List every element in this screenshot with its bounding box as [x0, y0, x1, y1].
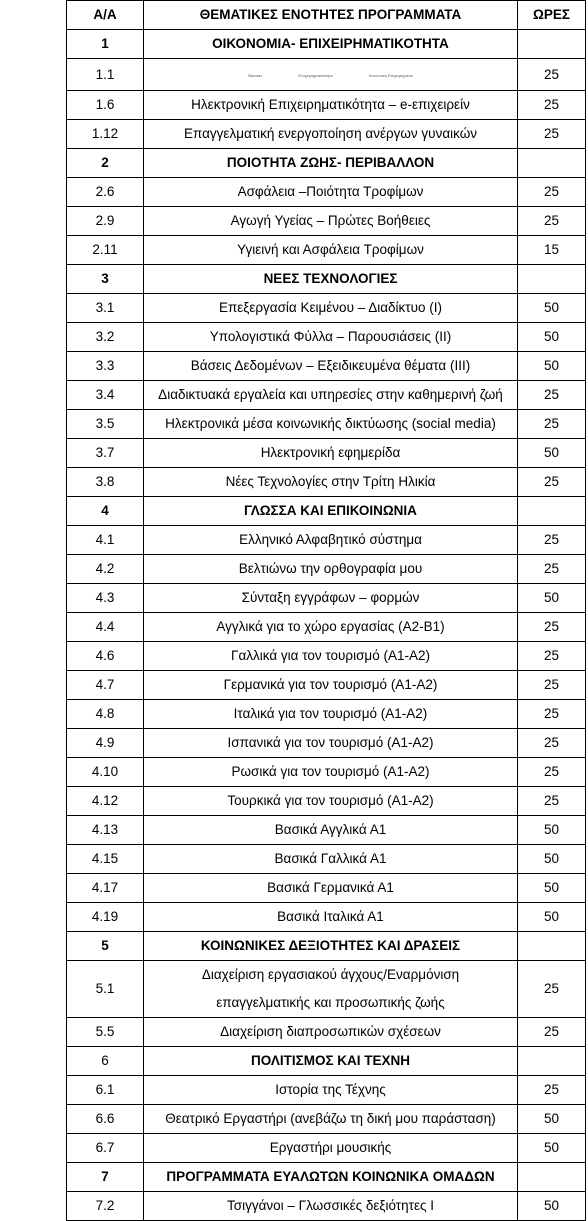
table-row	[67, 178, 586, 207]
program-hours: 50	[518, 1134, 586, 1163]
program-title: Επαγγελματική ενεργοποίηση ανέργων γυναικών	[144, 120, 518, 149]
program-title: Θεατρικό Εργαστήρι (ανεβάζω τη δική μου παράσταση)	[144, 1105, 518, 1134]
program-hours	[518, 265, 586, 294]
category-title: ΠΟΙΟΤΗΤΑ ΖΩΗΣ- ΠΕΡΙΒΑΛΛΟΝ	[144, 149, 518, 178]
program-hours	[518, 30, 586, 59]
table-row	[67, 381, 586, 410]
program-title-line-1: Διαχείριση εργασιακού άγχους/Εναρμόνιση	[201, 967, 460, 982]
program-title: Ρωσικά για τον τουρισμό (Α1-Α2)	[144, 758, 518, 787]
program-title: Ηλεκτρονικά μέσα κοινωνικής δικτύωσης (social media)	[144, 410, 518, 439]
table-row	[67, 845, 586, 874]
row-number: 2.9	[67, 207, 144, 236]
row-number: 7	[67, 1163, 144, 1192]
program-title: Ιταλικά για τον τουρισμό (Α1-Α2)	[144, 700, 518, 729]
table-row	[67, 961, 586, 1018]
program-title: Αγωγή Υγείας – Πρώτες Βοήθειες	[144, 207, 518, 236]
program-title: Βασικά Γερμανικά Α1	[144, 874, 518, 903]
category-row	[67, 30, 586, 59]
program-hours: 50	[518, 584, 586, 613]
row-number: 4.19	[67, 903, 144, 932]
category-row	[67, 265, 586, 294]
program-hours: 25	[518, 59, 586, 91]
program-title: Αγγλικά για το χώρο εργασίας (Α2-Β1)	[144, 613, 518, 642]
program-hours: 25	[518, 178, 586, 207]
row-number: 3.5	[67, 410, 144, 439]
program-title	[144, 59, 518, 91]
row-number: 4.3	[67, 584, 144, 613]
program-hours	[518, 149, 586, 178]
row-number: 3	[67, 265, 144, 294]
program-hours: 25	[518, 91, 586, 120]
program-title: Ισπανικά για τον τουρισμό (Α1-Α2)	[144, 729, 518, 758]
program-hours	[518, 1163, 586, 1192]
row-number: 3.2	[67, 323, 144, 352]
program-title: Βάσεις Δεδομένων – Εξειδικευμένα θέματα (ΙΙΙ)	[144, 352, 518, 381]
row-number: 1.6	[67, 91, 144, 120]
program-title: Ηλεκτρονική Επιχειρηματικότητα – e-επιχειρείν	[144, 91, 518, 120]
table-row	[67, 294, 586, 323]
program-hours: 25	[518, 120, 586, 149]
program-hours: 50	[518, 294, 586, 323]
program-hours: 25	[518, 1018, 586, 1047]
table-row	[67, 816, 586, 845]
program-hours: 25	[518, 961, 586, 1018]
category-title: ΠΟΛΙΤΙΣΜΟΣ ΚΑΙ ΤΕΧΝΗ	[144, 1047, 518, 1076]
table-row	[67, 758, 586, 787]
table-row	[67, 642, 586, 671]
program-title: Νέες Τεχνολογίες στην Τρίτη Ηλικία	[144, 468, 518, 497]
program-hours	[518, 932, 586, 961]
program-title	[144, 961, 518, 1018]
table-row	[67, 236, 586, 265]
table-row	[67, 787, 586, 816]
program-hours: 25	[518, 613, 586, 642]
tiny-text: Κοινωνική Επιχειρηματικ	[368, 73, 413, 78]
program-hours	[518, 1047, 586, 1076]
category-row	[67, 497, 586, 526]
table-row	[67, 91, 586, 120]
program-title: Σύνταξη εγγράφων – φορμών	[144, 584, 518, 613]
program-title: Ηλεκτρονική εφημερίδα	[144, 439, 518, 468]
row-number: 3.4	[67, 381, 144, 410]
row-number: 4.17	[67, 874, 144, 903]
table-row	[67, 59, 586, 91]
program-title: Ελληνικό Αλφαβητικό σύστημα	[144, 526, 518, 555]
program-title: Γερμανικά για τον τουρισμό (Α1-Α2)	[144, 671, 518, 700]
table-row	[67, 1018, 586, 1047]
table-header-row	[67, 1, 586, 30]
table-row	[67, 526, 586, 555]
row-number: 4.10	[67, 758, 144, 787]
row-number: 4.9	[67, 729, 144, 758]
program-hours: 50	[518, 323, 586, 352]
row-number: 4.1	[67, 526, 144, 555]
row-number: 2.6	[67, 178, 144, 207]
program-title: Βασικά Ιταλικά Α1	[144, 903, 518, 932]
program-title: Επεξεργασία Κειμένου – Διαδίκτυο (Ι)	[144, 294, 518, 323]
row-number: 6.1	[67, 1076, 144, 1105]
row-number: 3.7	[67, 439, 144, 468]
row-number: 4.2	[67, 555, 144, 584]
program-hours: 25	[518, 381, 586, 410]
program-title: Υγιεινή και Ασφάλεια Τροφίμων	[144, 236, 518, 265]
category-row	[67, 1047, 586, 1076]
category-title: ΚΟΙΝΩΝΙΚΕΣ ΔΕΞΙΟΤΗΤΕΣ ΚΑΙ ΔΡΑΣΕΙΣ	[144, 932, 518, 961]
row-number: 2.11	[67, 236, 144, 265]
program-title: Γαλλικά για τον τουρισμό (Α1-Α2)	[144, 642, 518, 671]
row-number: 1.12	[67, 120, 144, 149]
program-title: Βελτιώνω την ορθογραφία μου	[144, 555, 518, 584]
program-hours: 25	[518, 410, 586, 439]
program-hours	[518, 497, 586, 526]
table-row	[67, 207, 586, 236]
program-hours: 25	[518, 642, 586, 671]
table-row	[67, 468, 586, 497]
row-number: 1	[67, 30, 144, 59]
program-title: Βασικά Αγγλικά Α1	[144, 816, 518, 845]
table-row	[67, 1192, 586, 1221]
program-hours: 25	[518, 758, 586, 787]
row-number: 5.5	[67, 1018, 144, 1047]
program-hours: 50	[518, 816, 586, 845]
program-hours: 25	[518, 468, 586, 497]
tiny-text: Επιχειρηματικότητα	[298, 73, 333, 78]
row-number: 5	[67, 932, 144, 961]
row-number: 4.15	[67, 845, 144, 874]
table-row	[67, 613, 586, 642]
category-title: ΠΡΟΓΡΑΜΜΑΤΑ ΕΥΑΛΩΤΩΝ ΚΟΙΝΩΝΙΚΑ ΟΜΑΔΩΝ	[144, 1163, 518, 1192]
program-title: Εργαστήρι μουσικής	[144, 1134, 518, 1163]
table-row	[67, 671, 586, 700]
program-title: Υπολογιστικά Φύλλα – Παρουσιάσεις (ΙΙ)	[144, 323, 518, 352]
table-row	[67, 700, 586, 729]
table-row	[67, 729, 586, 758]
program-hours: 25	[518, 207, 586, 236]
table-row	[67, 903, 586, 932]
category-title: ΝΕΕΣ ΤΕΧΝΟΛΟΓΙΕΣ	[144, 265, 518, 294]
tiny-text: Βασικές	[248, 73, 263, 78]
row-number: 5.1	[67, 961, 144, 1018]
program-hours: 15	[518, 236, 586, 265]
table-row	[67, 555, 586, 584]
table-row	[67, 1134, 586, 1163]
row-number: 1.1	[67, 59, 144, 91]
row-number: 6.6	[67, 1105, 144, 1134]
program-title: Τσιγγάνοι – Γλωσσικές δεξιότητες Ι	[144, 1192, 518, 1221]
row-number: 2	[67, 149, 144, 178]
table-row	[67, 120, 586, 149]
row-number: 4.8	[67, 700, 144, 729]
program-hours: 25	[518, 671, 586, 700]
category-title: ΓΛΩΣΣΑ ΚΑΙ ΕΠΙΚΟΙΝΩΝΙΑ	[144, 497, 518, 526]
program-hours: 50	[518, 352, 586, 381]
program-hours: 50	[518, 845, 586, 874]
row-number: 3.3	[67, 352, 144, 381]
program-hours: 50	[518, 903, 586, 932]
program-title: Ιστορία της Τέχνης	[144, 1076, 518, 1105]
category-row	[67, 932, 586, 961]
program-hours: 25	[518, 787, 586, 816]
row-number: 4	[67, 497, 144, 526]
program-title: Διαδικτυακά εργαλεία και υπηρεσίες στην καθημερινή ζωή	[144, 381, 518, 410]
category-row	[67, 1163, 586, 1192]
table-row	[67, 1105, 586, 1134]
program-hours: 50	[518, 439, 586, 468]
header-aa: Α/Α	[67, 1, 144, 30]
program-title: Τουρκικά για τον τουρισμό (Α1-Α2)	[144, 787, 518, 816]
program-hours: 25	[518, 700, 586, 729]
row-number: 4.12	[67, 787, 144, 816]
table-row	[67, 410, 586, 439]
category-row	[67, 149, 586, 178]
category-title: ΟΙΚΟΝΟΜΙΑ- ΕΠΙΧΕΙΡΗΜΑΤΙΚΟΤΗΤΑ	[144, 30, 518, 59]
program-hours: 25	[518, 729, 586, 758]
row-number: 4.13	[67, 816, 144, 845]
row-number: 4.7	[67, 671, 144, 700]
row-number: 6	[67, 1047, 144, 1076]
program-hours: 25	[518, 526, 586, 555]
program-title-line-2: επαγγελματικής και προσωπικής ζωής	[216, 995, 445, 1010]
program-hours: 50	[518, 874, 586, 903]
program-hours: 50	[518, 1192, 586, 1221]
row-number: 3.1	[67, 294, 144, 323]
program-hours: 25	[518, 555, 586, 584]
table-row	[67, 323, 586, 352]
program-title: Διαχείριση διαπροσωπικών σχέσεων	[144, 1018, 518, 1047]
program-hours: 50	[518, 1105, 586, 1134]
program-hours: 25	[518, 1076, 586, 1105]
programs-table	[66, 0, 586, 1221]
program-title: Βασικά Γαλλικά Α1	[144, 845, 518, 874]
table-row	[67, 439, 586, 468]
header-hours: ΩΡΕΣ	[518, 1, 586, 30]
program-title: Ασφάλεια –Ποιότητα Τροφίμων	[144, 178, 518, 207]
table-body	[67, 30, 586, 1221]
row-number: 7.2	[67, 1192, 144, 1221]
row-number: 3.8	[67, 468, 144, 497]
table-row	[67, 1076, 586, 1105]
row-number: 6.7	[67, 1134, 144, 1163]
header-title: ΘΕΜΑΤΙΚΕΣ ΕΝΟΤΗΤΕΣ ΠΡΟΓΡΑΜΜΑΤΑ	[144, 1, 518, 30]
table-row	[67, 352, 586, 381]
row-number: 4.4	[67, 613, 144, 642]
table-row	[67, 584, 586, 613]
row-number: 4.6	[67, 642, 144, 671]
table-row	[67, 874, 586, 903]
